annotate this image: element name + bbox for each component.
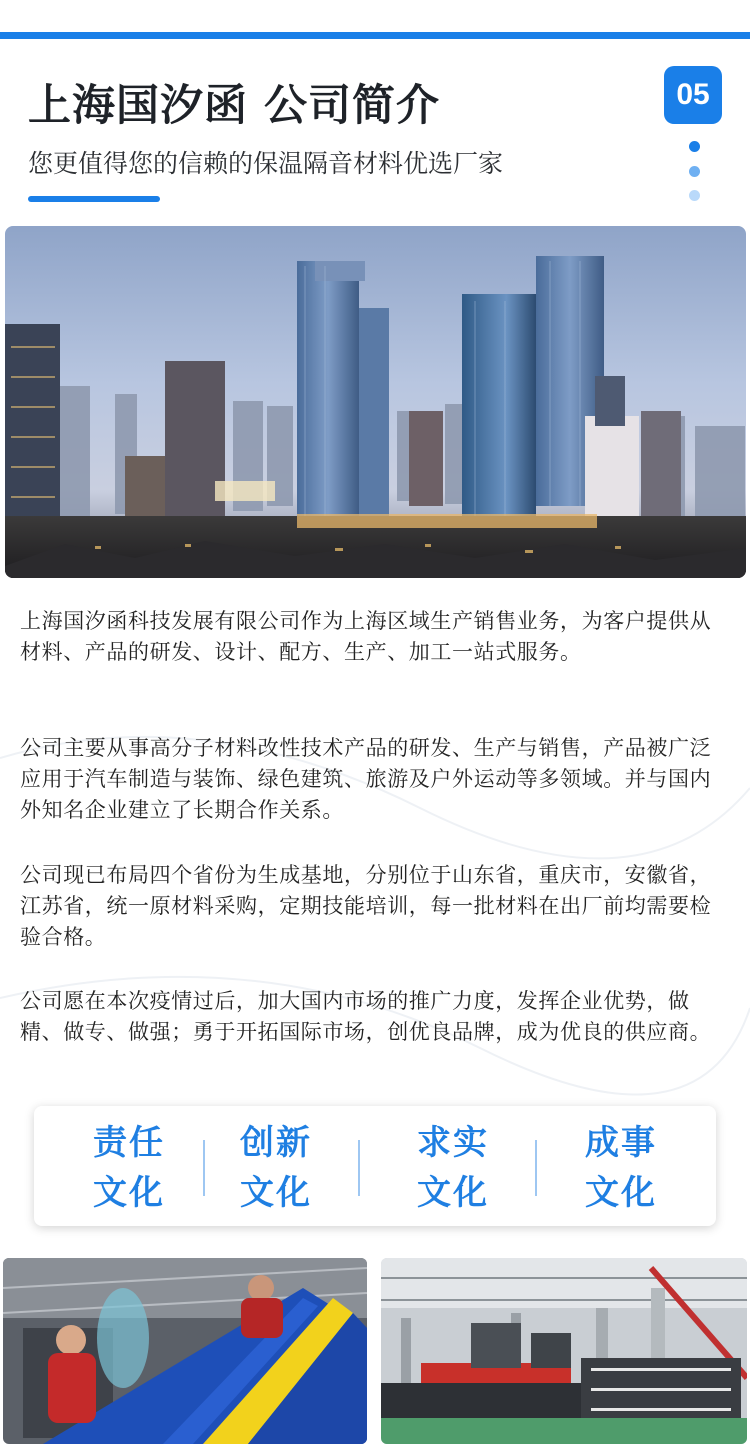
culture-label: 文化 [417, 1173, 489, 1213]
divider [535, 1140, 537, 1196]
title-underline [28, 196, 160, 202]
bases-paragraph: 公司现已布局四个省份为生成基地，分别位于山东省，重庆市，安徽省，江苏省，统一原材料采购，定期技能培训，每一批材料在出厂前均需要检验合格。 [20, 863, 712, 949]
culture-label: 文化 [240, 1173, 312, 1213]
culture-label: 文化 [585, 1173, 657, 1213]
factory-warehouse-interior-image [381, 1258, 747, 1444]
outlook-paragraph: 公司愿在本次疫情过后，加大国内市场的推广力度，发挥企业优势，做精、做专、做强；勇于开拓国际市场，创优良品牌，成为优良的供应商。 [20, 989, 712, 1044]
culture-label: 创新 [240, 1123, 312, 1163]
decor-dot [689, 141, 700, 152]
culture-item-innovation [221, 1118, 331, 1218]
culture-label: 文化 [93, 1173, 165, 1213]
intro-paragraph: 上海国汐函科技发展有限公司作为上海区域生产销售业务，为客户提供从材料、产品的研发、设计、配方、生产、加工一站式服务。 [20, 609, 712, 664]
culture-label: 成事 [585, 1123, 657, 1163]
divider [203, 1140, 205, 1196]
page-subtitle: 您更值得您的信赖的保温隔音材料优选厂家 [28, 149, 504, 178]
culture-card [34, 1106, 716, 1226]
business-paragraph: 公司主要从事高分子材料改性技术产品的研发、生产与销售，产品被广泛应用于汽车制造与装饰、绿色建筑、旅游及户外运动等多领域。并与国内外知名企业建立了长期合作关系。 [20, 736, 712, 822]
culture-label: 责任 [93, 1123, 165, 1163]
culture-label: 求实 [417, 1123, 489, 1163]
city-skyline-image [5, 226, 746, 578]
culture-item-pragmatism [398, 1118, 508, 1218]
culture-item-responsibility [74, 1118, 184, 1218]
decor-dot [689, 166, 700, 177]
divider [358, 1140, 360, 1196]
decor-dot [689, 190, 700, 201]
page-title: 上海国汐函 公司简介 [28, 81, 440, 131]
culture-item-achievement [566, 1118, 676, 1218]
top-accent-bar [0, 32, 750, 39]
section-number-badge: 05 [664, 66, 722, 124]
factory-workers-foam-sheets-image [3, 1258, 367, 1444]
